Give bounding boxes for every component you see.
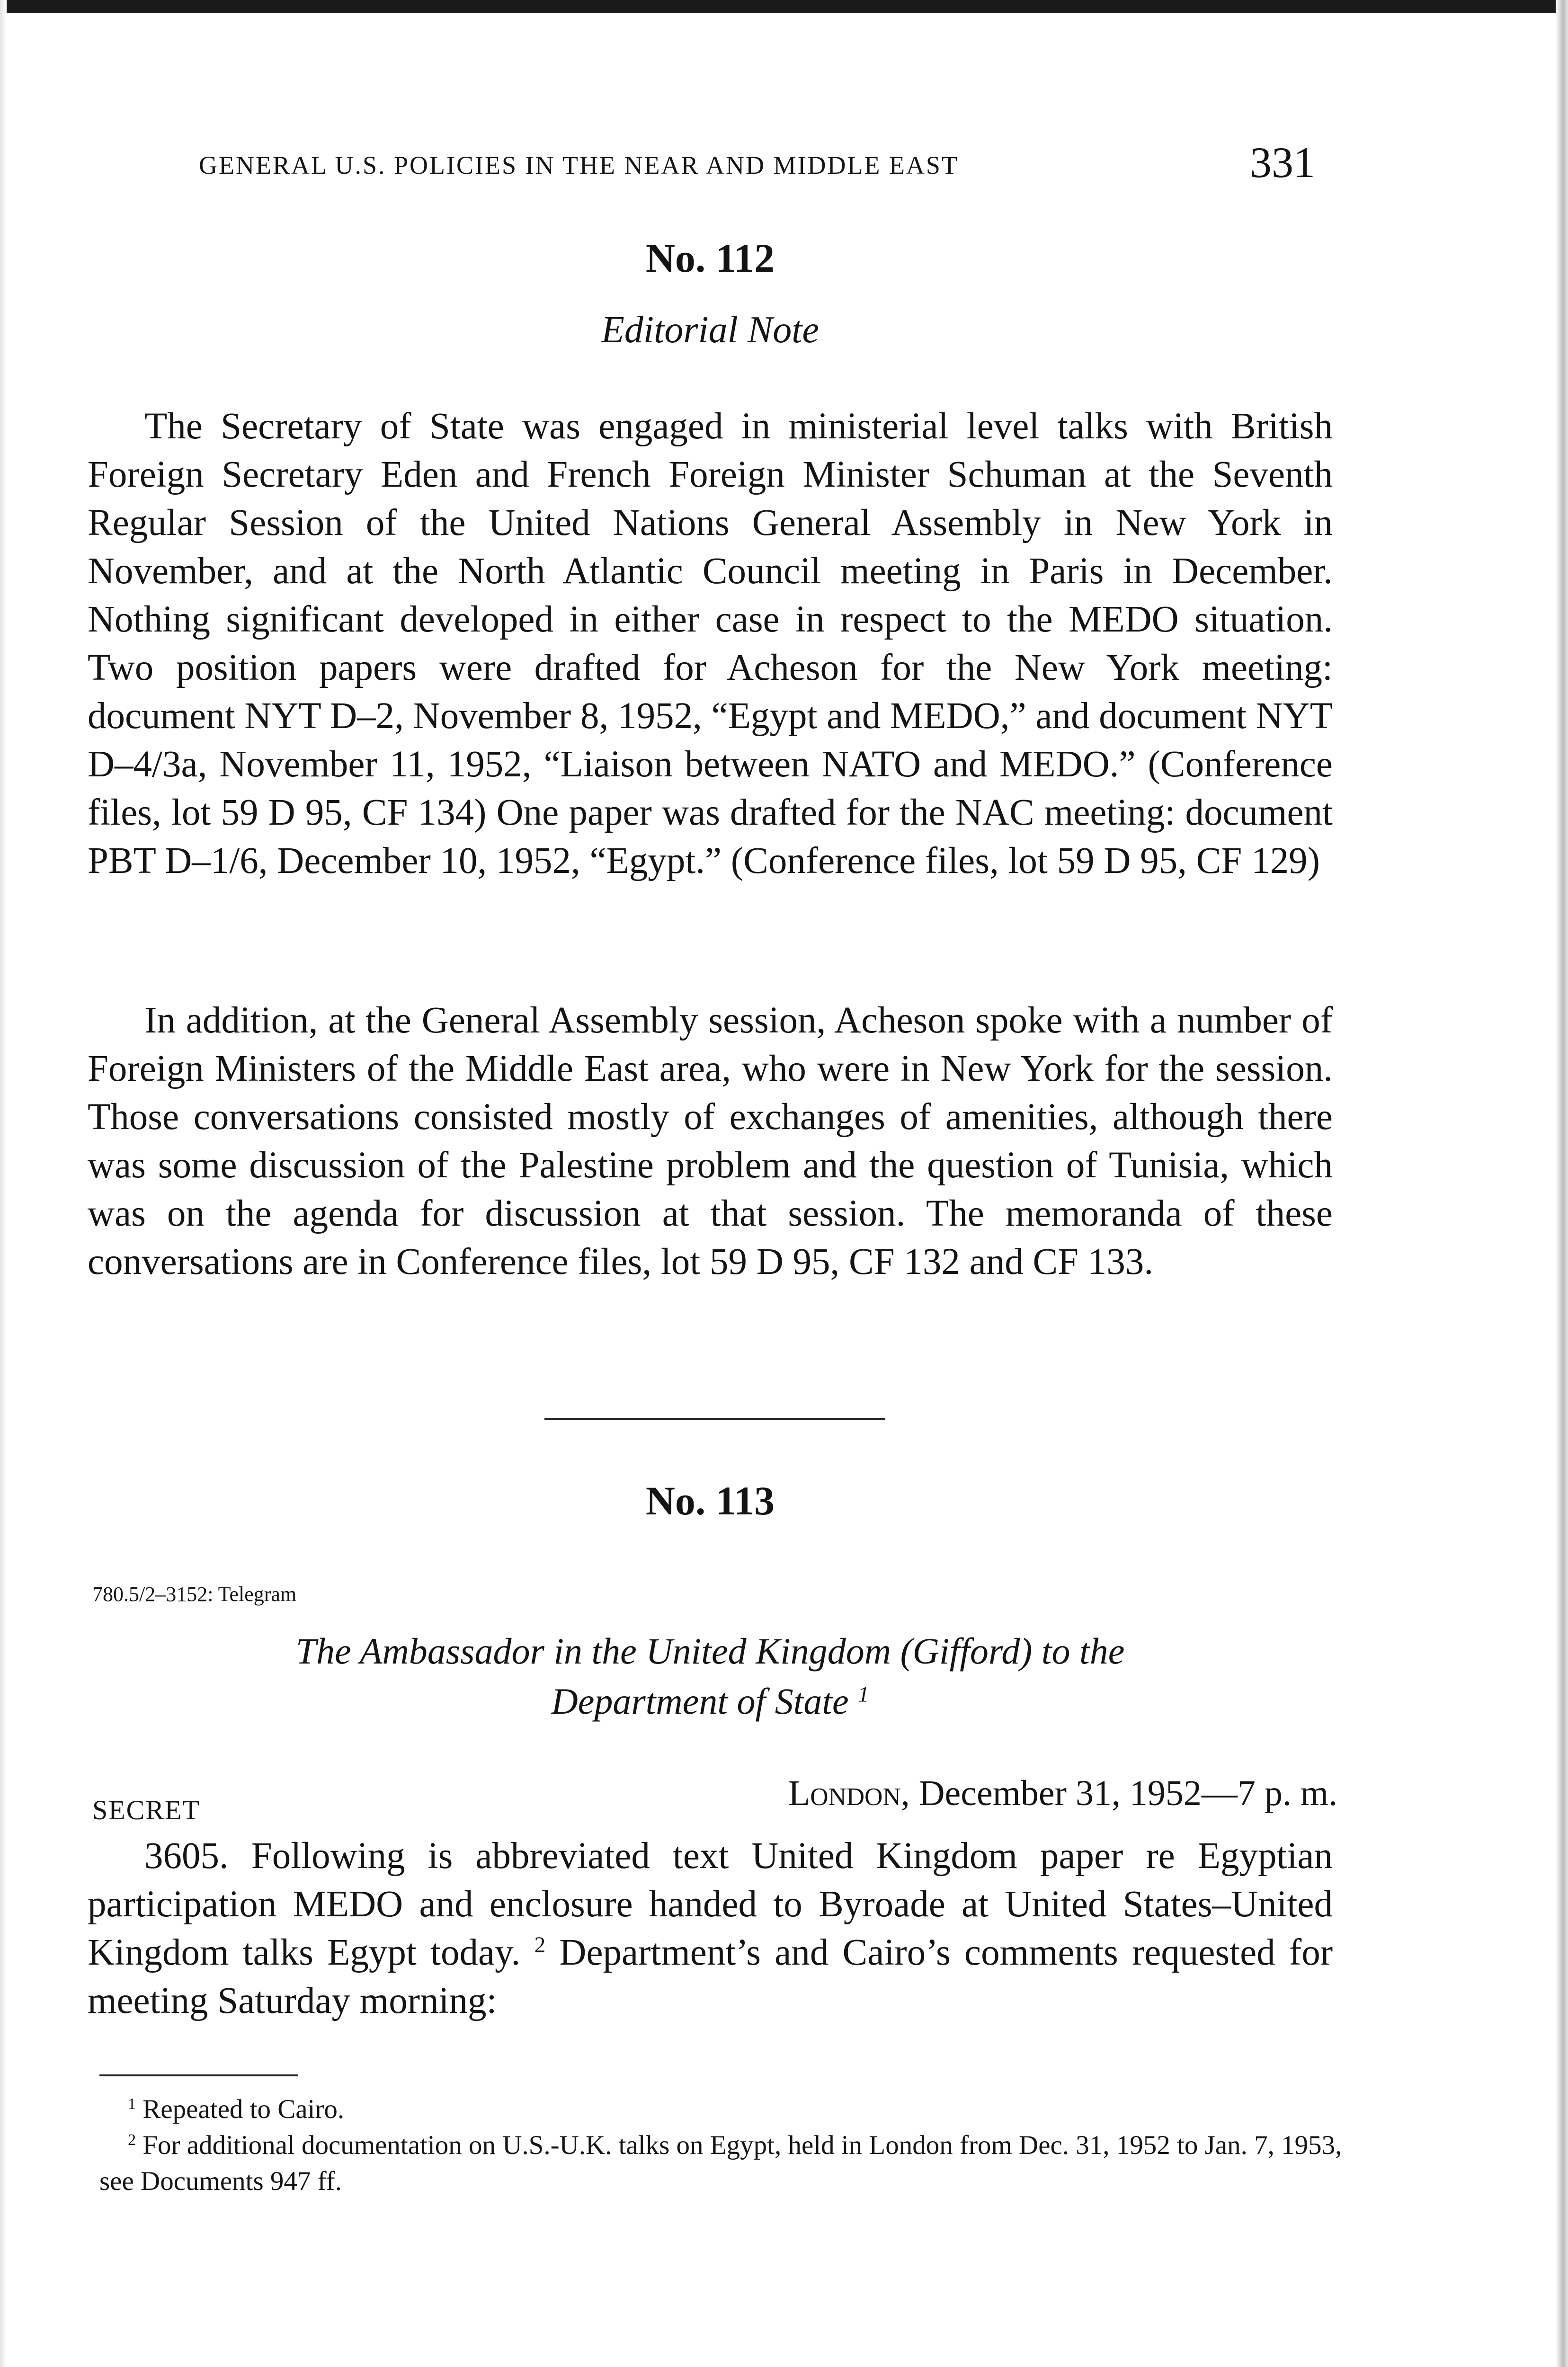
footnote-2 (99, 2127, 1349, 2199)
telegram-body-text: 3605. Following is abbreviated text United Kingdom paper re Egyptian participation MEDO and enclosure handed to Byroade at United States–United Kingdom talks Egypt today. (88, 1835, 1333, 1973)
heading-footnote-mark: 1 (858, 1682, 869, 1707)
footnote-1-mark: 1 (128, 2095, 136, 2113)
telegram-body (88, 1832, 1333, 2025)
footnote-2-text: For additional documentation on U.S.-U.K. talks on Egypt, held in London from Dec. 31, 1952 to Jan. 7, 1953, see Documents 947 ff. (99, 2130, 1342, 2196)
heading-line-2-text: Department of State (551, 1681, 849, 1722)
footnote-2-mark: 2 (128, 2131, 136, 2149)
editorial-note-title: Editorial Note (601, 309, 819, 351)
footnote-1 (99, 2091, 1349, 2127)
editorial-paragraph-1-text: The Secretary of State was engaged in ministerial level talks with British Foreign Secretary Eden and French Foreign Minister Schuman at the Seventh Regular Session of the United Nations General Assembly in New York in November, and at the North Atlantic Council meeting in Paris in December. Nothing significant developed in either case in respect to the MEDO situation. Two position papers were drafted for Acheson for the New York meeting: document NYT D–2, November 8, 1952, “Egypt and MEDO,” and document NYT D–4/3a, November 11, 1952, “Liaison between NATO and MEDO.” (Conference files, lot 59 D 95, CF 134) One paper was drafted for the NAC meeting: document PBT D–1/6, December 10, 1952, “Egypt.” (Conference files, lot 59 D 95, CF 129) (88, 406, 1333, 881)
footnote-1-text: Repeated to Cairo. (143, 2094, 345, 2124)
page-right-edge (1556, 0, 1568, 2367)
editorial-paragraph-1 (88, 402, 1333, 885)
body-footnote-mark: 2 (534, 1932, 546, 1958)
telegram-body-text-cont: Department’s and Cairo’s comments requested for meeting Saturday morning: (88, 1932, 1333, 2021)
page-left-edge (0, 0, 7, 2367)
classification-label: SECRET (92, 1795, 200, 1825)
file-reference: 780.5/2–3152: Telegram (92, 1583, 297, 1606)
dateline-date: December 31, 1952—7 p. m. (918, 1773, 1337, 1813)
document-number-113: No. 113 (645, 1478, 775, 1523)
heading-line-1: The Ambassador in the United Kingdom (Gifford) to the (295, 1630, 1125, 1672)
dateline (660, 1773, 1337, 1814)
dateline-city: London, (788, 1773, 910, 1813)
section-divider (544, 1418, 885, 1420)
footnotes (99, 2091, 1349, 2199)
running-head: GENERAL U.S. POLICIES IN THE NEAR AND MIDDLE EAST (199, 151, 959, 179)
footnote-divider (99, 2074, 298, 2076)
document-heading (0, 1626, 1420, 1726)
page-top-edge (0, 0, 1568, 13)
document-number-112: No. 112 (645, 235, 775, 281)
heading-line-2 (0, 1676, 1420, 1726)
page-number: 331 (1250, 138, 1315, 187)
editorial-paragraph-2-text: In addition, at the General Assembly session, Acheson spoke with a number of Foreign Ministers of the Middle East area, who were in New York for the session. Those conversations consisted mostly of exchanges of amenities, although there was some discussion of the Palestine problem and the question of Tunisia, which was on the agenda for discussion at that session. The memoranda of these conversations are in Conference files, lot 59 D 95, CF 132 and CF 133. (88, 1000, 1333, 1282)
editorial-paragraph-2 (88, 997, 1333, 1286)
